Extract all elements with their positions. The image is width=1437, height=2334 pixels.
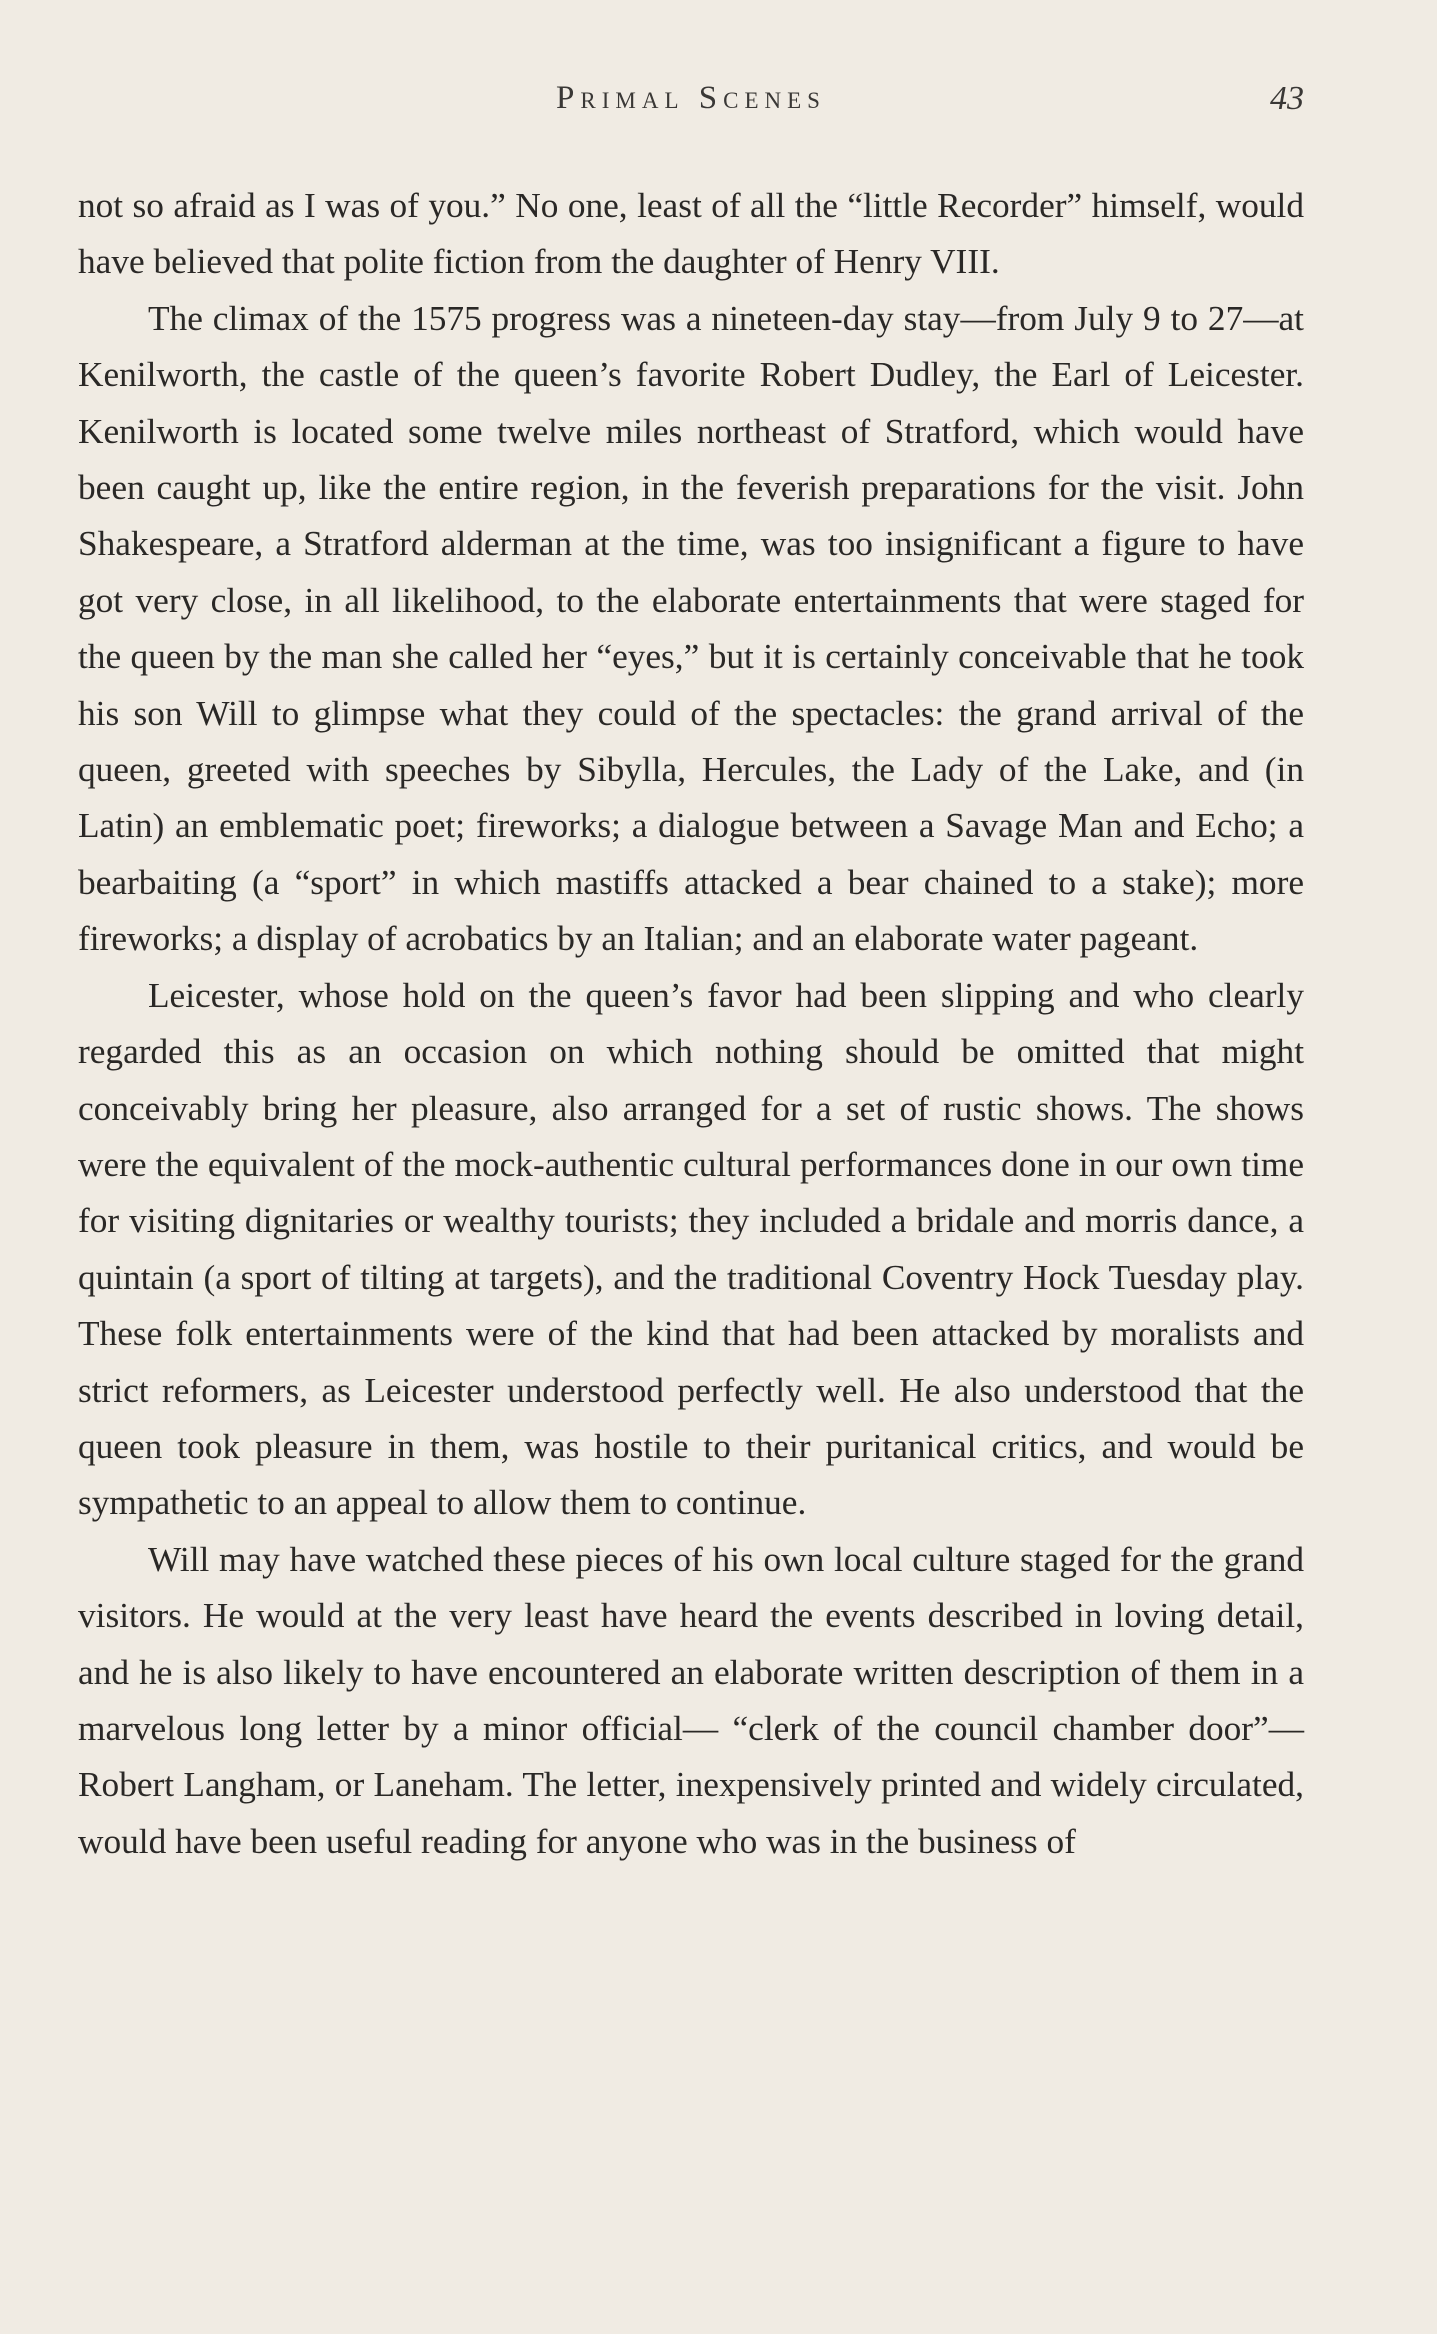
running-title: Primal Scenes bbox=[556, 80, 826, 116]
body-text bbox=[78, 178, 1304, 1870]
book-page bbox=[78, 0, 1304, 2334]
paragraph-will: Will may have watched these pieces of his own local culture staged for the grand visitors. He would at the very least have heard the events described in loving detail, and he is also likely to have encountered an elaborate written description of them in a marvelous long letter by a minor official— “clerk of the council chamber door”—Robert Langham, or Laneham. The letter, inexpensively printed and widely circulated, would have been useful reading for anyone who was in the business of bbox=[78, 1539, 1304, 1861]
page-number: 43 bbox=[1270, 80, 1304, 117]
paragraph-leicester: Leicester, whose hold on the queen’s favor had been slipping and who clearly regarded this as an occasion on which nothing should be omitted that might conceivably bring her pleasure, also arranged for a set of rustic shows. The shows were the equivalent of the mock-authentic cultural performances done in our own time for visiting dignitaries or wealthy tourists; they included a bridale and morris dance, a quintain (a sport of tilting at targets), and the traditional Coventry Hock Tuesday play. These folk entertainments were of the kind that had been attacked by moralists and strict reformers, as Leicester understood perfectly well. He also understood that the queen took pleasure in them, was hostile to their puritanical critics, and would be sympathetic to an appeal to allow them to continue. bbox=[78, 975, 1304, 1523]
paragraph-continued: not so afraid as I was of you.” No one, least of all the “little Recorder” himself, would have believed that polite fiction from the daughter of Henry VIII. bbox=[78, 186, 1304, 282]
running-head bbox=[78, 80, 1304, 124]
paragraph-kenilworth: The climax of the 1575 progress was a nineteen-day stay—from July 9 to 27—at Kenilworth, the castle of the queen’s favorite Robert Dudley, the Earl of Leicester. Kenilworth is located some twelve miles northeast of Stratford, which would have been caught up, like the entire region, in the feverish preparations for the visit. John Shakespeare, a Stratford alderman at the time, was too insignificant a figure to have got very close, in all likelihood, to the elaborate entertainments that were staged for the queen by the man she called her “eyes,” but it is certainly conceivable that he took his son Will to glimpse what they could of the spectacles: the grand arrival of the queen, greeted with speeches by Sibylla, Hercules, the Lady of the Lake, and (in Latin) an emblematic poet; fireworks; a dialogue between a Savage Man and Echo; a bearbaiting (a “sport” in which mastiffs attacked a bear chained to a stake); more fireworks; a display of acrobatics by an Italian; and an elaborate water pageant. bbox=[78, 298, 1304, 959]
